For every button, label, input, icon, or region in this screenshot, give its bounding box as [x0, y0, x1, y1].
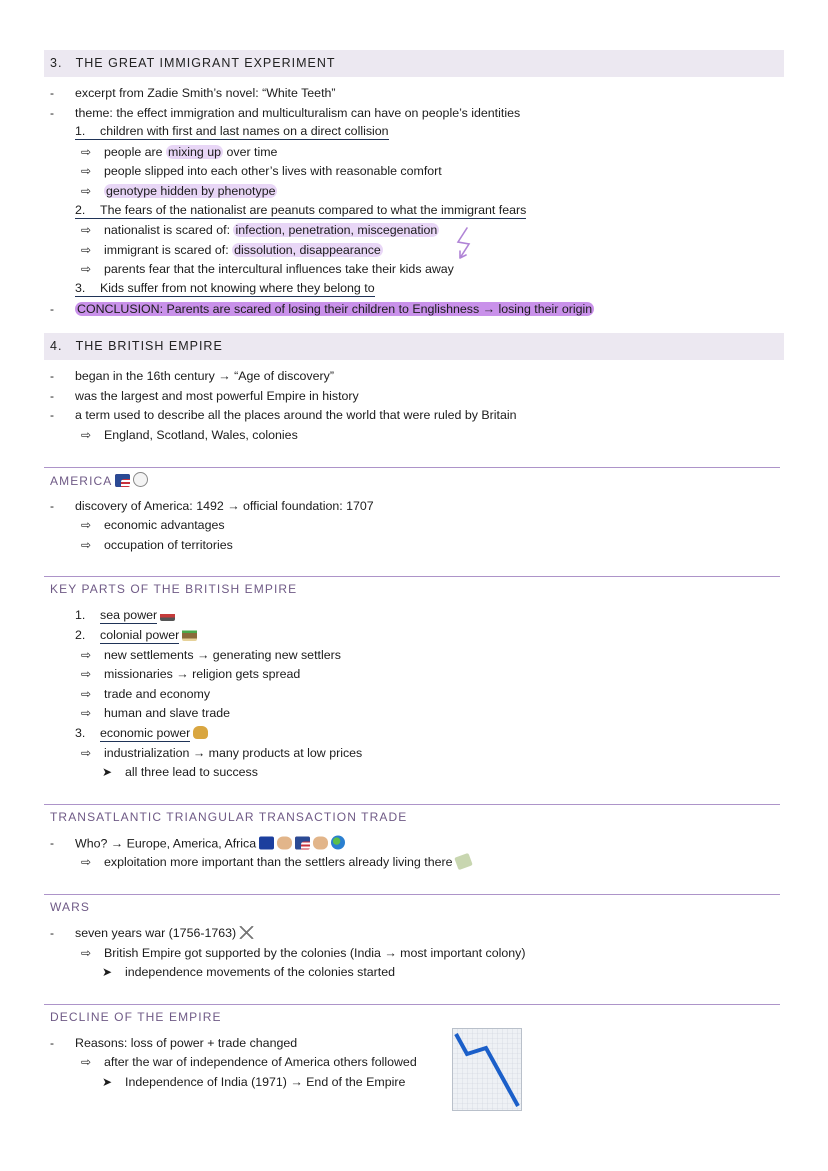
crossed-swords-icon — [239, 926, 254, 939]
list-item — [75, 926, 254, 940]
highlighted-text: infection, penetration, miscegenation — [235, 223, 438, 238]
arrow-bullet: ⇨ — [81, 745, 92, 760]
list-item — [104, 164, 442, 178]
section-heading — [50, 900, 90, 914]
list-item — [75, 281, 375, 297]
item-text: Reasons: loss of power + trade changed — [75, 1035, 298, 1050]
money-bag-icon — [193, 726, 208, 739]
list-item — [75, 389, 359, 403]
dash-bullet: - — [50, 926, 54, 940]
list-item — [75, 499, 374, 513]
arrow-bullet: ⇨ — [81, 242, 92, 257]
arrow-bullet: ⇨ — [81, 855, 92, 870]
list-item — [75, 1036, 297, 1050]
section-heading-text: AMERICA — [50, 473, 113, 488]
list-item — [75, 835, 345, 850]
us-flag-icon — [295, 836, 310, 849]
arrow-bullet: ⇨ — [81, 164, 92, 179]
dash-bullet: - — [50, 498, 54, 513]
item-text: exploitation more important than the settlers already living there — [104, 855, 453, 870]
arrow-bullet: ⇨ — [81, 945, 92, 960]
highlighted-text: genotype hidden by phenotype — [106, 184, 276, 198]
item-text: immigrant is scared of: — [104, 242, 233, 257]
compass-icon — [133, 472, 148, 487]
arrow-bullet: ⇨ — [81, 706, 92, 721]
dash-bullet: - — [50, 1035, 54, 1050]
handshake-icon — [277, 836, 292, 849]
list-item — [75, 203, 526, 219]
item-text: sea power — [100, 608, 158, 623]
arrow-bullet: ⇨ — [81, 1055, 92, 1070]
section-heading-text: TRANSATLANTIC TRIANGULAR TRANSACTION TRADE — [50, 809, 408, 824]
highlighted-text: mixing up — [168, 144, 222, 159]
sub-bullet: ➤ — [102, 1075, 113, 1089]
section-heading — [50, 1010, 222, 1024]
list-item — [75, 726, 208, 740]
arrow-bullet: ⇨ — [81, 518, 92, 533]
item-text: children with first and last names on a direct collision — [100, 124, 389, 139]
sub-bullet: ➤ — [102, 965, 113, 980]
item-text: a term used to describe all the places around the world that were ruled by Britain — [75, 408, 517, 423]
item-text: industrialization → many products at low prices — [104, 745, 363, 760]
list-item — [75, 86, 336, 100]
list-item — [75, 608, 175, 622]
item-number: 2. — [75, 628, 86, 642]
dash-bullet: - — [50, 408, 54, 423]
item-text: England, Scotland, Wales, colonies — [104, 428, 298, 442]
list-item — [104, 243, 383, 257]
item-text: began in the 16th century → “Age of discovery” — [75, 369, 334, 384]
dash-bullet: - — [50, 86, 54, 100]
item-text: Kids suffer from not knowing where they belong to — [100, 281, 375, 295]
list-item — [104, 687, 210, 701]
section-divider — [44, 894, 780, 895]
list-item — [104, 428, 298, 442]
list-item — [104, 946, 525, 960]
arrow-bullet: ⇨ — [81, 428, 92, 442]
list-item — [104, 706, 230, 720]
list-item — [75, 408, 516, 422]
item-text: all three lead to success — [125, 765, 258, 780]
item-text: discovery of America: 1492 → official foundation: 1707 — [75, 498, 374, 513]
section-heading-text: DECLINE OF THE EMPIRE — [50, 1009, 222, 1024]
item-text: independence movements of the colonies started — [125, 965, 396, 980]
list-item — [104, 184, 277, 198]
item-text: theme: the effect immigration and multiculturalism can have on people’s identities — [75, 105, 521, 120]
list-item — [75, 124, 389, 140]
section-heading — [50, 810, 407, 824]
item-text: Independence of India (1971) → End of the Empire — [125, 1075, 406, 1089]
dash-bullet: - — [50, 105, 54, 120]
item-text: human and slave trade — [104, 706, 231, 721]
section-heading-text: KEY PARTS OF THE BRITISH EMPIRE — [50, 582, 298, 597]
section-header-bar — [44, 333, 784, 360]
item-number: 1. — [75, 608, 86, 623]
item-text: people are — [104, 144, 167, 159]
item-text: trade and economy — [104, 686, 211, 701]
item-text: nationalist is scared of: — [104, 223, 234, 238]
item-text: parents fear that the intercultural influences take their kids away — [104, 262, 454, 277]
item-text: British Empire got supported by the colonies (India → most important colony) — [104, 945, 526, 960]
dash-bullet: - — [50, 301, 54, 316]
list-item — [125, 965, 395, 979]
highlighted-text: CONCLUSION: Parents are scared of losing their children to Englishness → losing their origin — [77, 301, 593, 316]
item-number: 2. — [75, 202, 86, 217]
list-item — [104, 518, 225, 532]
section-heading — [50, 472, 148, 488]
arrow-bullet: ⇨ — [81, 537, 92, 552]
item-text: colonial power — [100, 628, 180, 642]
item-number: 3. — [75, 281, 86, 295]
section-divider — [44, 804, 780, 805]
dash-bullet: - — [50, 388, 54, 403]
list-item — [104, 223, 439, 237]
item-text: economic power — [100, 726, 191, 740]
item-text: Who? → Europe, America, Africa — [75, 836, 257, 851]
dash-bullet: - — [50, 835, 54, 850]
item-text: over time — [223, 144, 278, 159]
list-item — [104, 746, 362, 760]
ship-icon — [160, 608, 175, 621]
list-item — [104, 145, 277, 159]
lightning-arrow-doodle — [452, 224, 476, 264]
section-title: 4. THE BRITISH EMPIRE — [50, 339, 223, 354]
arrow-bullet: ⇨ — [81, 184, 92, 198]
section-title: 3. THE GREAT IMMIGRANT EXPERIMENT — [50, 56, 336, 70]
handshake-icon — [313, 836, 328, 849]
arrow-bullet: ⇨ — [81, 686, 92, 701]
item-text: after the war of independence of America others followed — [104, 1055, 417, 1070]
item-text: new settlements → generating new settlers — [104, 647, 341, 662]
palm-island-icon — [182, 628, 197, 641]
sub-bullet: ➤ — [102, 765, 113, 780]
list-item — [104, 855, 471, 869]
item-text: The fears of the nationalist are peanuts compared to what the immigrant fears — [100, 202, 527, 217]
section-header-bar — [44, 50, 784, 77]
arrow-bullet: ⇨ — [81, 667, 92, 682]
list-item — [104, 648, 341, 662]
us-flag-icon — [115, 474, 130, 487]
item-text: seven years war (1756-1763) — [75, 926, 237, 940]
item-text: occupation of territories — [104, 537, 233, 552]
list-item — [125, 765, 258, 779]
flying-money-icon — [454, 853, 473, 870]
list-item — [75, 302, 594, 316]
list-item — [75, 106, 520, 120]
item-number: 1. — [75, 124, 86, 139]
list-item — [104, 1055, 417, 1069]
section-divider — [44, 1004, 780, 1005]
list-item — [104, 262, 454, 276]
item-text: missionaries → religion gets spread — [104, 667, 301, 682]
dash-bullet: - — [50, 369, 54, 384]
globe-icon — [331, 835, 345, 849]
section-divider — [44, 467, 780, 468]
item-number: 3. — [75, 726, 86, 740]
arrow-bullet: ⇨ — [81, 223, 92, 238]
highlighted-text: dissolution, disappearance — [234, 242, 381, 257]
arrow-bullet: ⇨ — [81, 262, 92, 277]
section-divider — [44, 576, 780, 577]
list-item — [75, 628, 197, 642]
item-text: was the largest and most powerful Empire in history — [75, 388, 359, 403]
list-item — [75, 369, 334, 383]
chart-decreasing-icon — [452, 1028, 522, 1111]
section-heading-text: WARS — [50, 900, 90, 914]
arrow-bullet: ⇨ — [81, 647, 92, 662]
list-item — [125, 1075, 405, 1089]
item-text: excerpt from Zadie Smith’s novel: “White Teeth” — [75, 86, 336, 100]
list-item — [104, 667, 300, 681]
item-text: people slipped into each other’s lives with reasonable comfort — [104, 164, 442, 179]
list-item — [104, 538, 233, 552]
item-text: economic advantages — [104, 518, 225, 533]
eu-flag-icon — [259, 836, 274, 849]
section-heading — [50, 582, 297, 596]
arrow-bullet: ⇨ — [81, 144, 92, 159]
